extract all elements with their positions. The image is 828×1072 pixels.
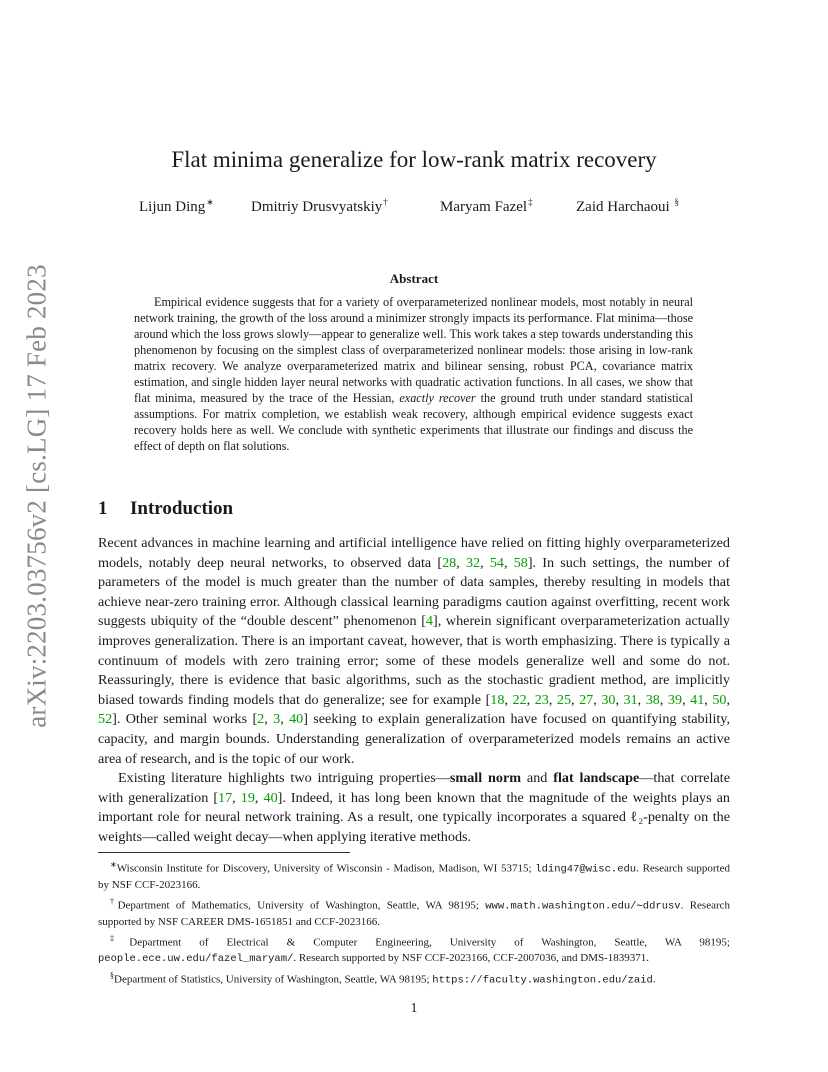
footnote-url[interactable]: people.ece.uw.edu/fazel_maryam/ <box>98 952 294 965</box>
citation-link[interactable]: 40 <box>263 789 278 806</box>
footnote-text: . Research supported by NSF CCF-2023166, CCF-2007036, and DMS-1839371. <box>293 951 650 964</box>
section-heading <box>98 498 233 520</box>
footnote-mark: ‡ <box>110 933 130 943</box>
citation-link[interactable]: 27 <box>579 691 594 708</box>
citation-link[interactable]: 58 <box>513 554 528 571</box>
abstract-text: Empirical evidence suggests that for a variety of overparameterized nonlinear models, most notably in neural network training, the growth of the loss around a minimizer strongly impacts its performance. Flat minima—those around which the loss grows slowly—appear to generalize well. This work takes a step towards understanding this phenomenon by focusing on the simplest class of overparameterized nonlinear models: those arising in low-rank matrix recovery. We analyze overparameterized matrix and bilinear sensing, robust PCA, covariance matrix estimation, and single hidden layer neural networks with quadratic activation functions. In all cases, we show that flat minima, measured by the trace of the Hessian, <box>134 295 693 406</box>
text-run: —that correlate with generalization [ <box>98 770 730 806</box>
arxiv-stamp <box>20 263 54 728</box>
footnote-divider <box>98 852 350 853</box>
footnote-text: . <box>652 973 656 986</box>
citation-link[interactable]: 39 <box>667 691 683 708</box>
author-mark: § <box>674 197 679 207</box>
author-list <box>0 199 828 221</box>
intro-paragraph-1 <box>98 534 730 769</box>
citation-link[interactable]: 40 <box>289 711 304 728</box>
author-name: Dmitriy Drusvyatskiy <box>251 199 383 215</box>
footnote-mark: ∗ <box>110 860 117 869</box>
intro-body <box>98 534 730 848</box>
author-1 <box>139 199 214 216</box>
footnote-text: Department of Statistics, University of Washington, Seattle, WA 98195; <box>114 973 433 986</box>
citation-link[interactable]: 31 <box>623 691 638 708</box>
citation-link[interactable]: 19 <box>240 789 255 806</box>
citation-group: 17, 19, 40 <box>218 789 278 806</box>
citation-link[interactable]: 54 <box>489 554 504 571</box>
citation-link[interactable]: 28 <box>442 554 457 571</box>
author-name: Zaid Harchaoui <box>576 199 670 215</box>
paper-title: Flat minima generalize for low-rank matrix recovery <box>171 147 657 172</box>
citation-link[interactable]: 25 <box>556 691 572 708</box>
citation-link[interactable]: 17 <box>218 789 233 806</box>
abstract-paragraph <box>134 294 693 454</box>
text-run: and <box>521 770 554 787</box>
footnote-3 <box>98 931 730 968</box>
author-2 <box>251 199 388 216</box>
text-run: Existing literature highlights two intriguing properties— <box>118 770 450 787</box>
intro-paragraph-2 <box>98 769 730 847</box>
abstract-heading: Abstract <box>389 271 439 286</box>
bold-term: small norm <box>449 770 522 787</box>
abstract-text-end: the ground truth under standard statistical assumptions. For matrix completion, we establish weak recovery, although empirical evidence suggests exact recovery holds here as well. We conclude with synthetic experiments that illustrate our findings and discuss the effect of depth on flat solutions. <box>134 391 693 454</box>
footnote-url[interactable]: https://faculty.washington.edu/zaid <box>432 974 653 987</box>
author-mark: ∗ <box>206 197 214 207</box>
citation-link[interactable]: 22 <box>512 691 527 708</box>
section-number: 1 <box>98 498 108 519</box>
footnote-4 <box>98 968 730 989</box>
arxiv-id: arXiv:2203.03756v2 [cs.LG] 17 Feb 2023 <box>21 263 52 728</box>
text-run: ], wherein significant overparameterization actually improves generalization. There is an important caveat, however, that is worth emphasizing. There is typically a continuum of models with zero training error; some of these models generalize well and some do not. Reassuringly, there is evidence that basic algorithms, such as the stochastic gradient method, are implicitly biased towards finding models that do generalize; see for example [ <box>98 613 730 708</box>
citation-link[interactable]: 4 <box>425 613 433 630</box>
footnote-2 <box>98 894 730 931</box>
page-number: 1 <box>410 1001 418 1016</box>
footnotes <box>98 857 730 989</box>
citation-link[interactable]: 38 <box>645 691 660 708</box>
text-run: ]. In such settings, the number of parameters of the model is much greater than the number of data samples, thereby resulting in models that achieve near-zero training error. Although classical learning paradigms caution against overfitting, recent work suggests ubiquity of the “double descent” phenomenon [ <box>98 554 730 630</box>
author-3 <box>440 199 533 216</box>
footnote-1 <box>98 857 730 894</box>
citation-link[interactable]: 32 <box>465 554 481 571</box>
footnote-text: Department of Mathematics, University of Washington, Seattle, WA 98195; <box>117 899 486 912</box>
footnote-email[interactable]: lding47@wisc.edu <box>535 863 637 876</box>
author-name: Lijun Ding <box>139 199 206 215</box>
author-mark: † <box>383 197 388 207</box>
citation-group: 28, 32, 54, 58 <box>442 554 528 571</box>
citation-link[interactable]: 52 <box>98 711 113 728</box>
footnote-text: Wisconsin Institute for Discovery, University of Wisconsin - Madison, Madison, WI 53715; <box>116 862 536 875</box>
footnote-url[interactable]: www.math.washington.edu/∼ddrusv <box>485 900 681 913</box>
text-run: ]. Indeed, it has long been known that the magnitude of the weights plays an important role for neural network training. As a result, one typically incorporates a squared ℓ₂-penalty on the weights—called weight decay—when applying iterative methods. <box>98 789 730 845</box>
citation-group <box>426 613 433 629</box>
abstract-emphasis: exactly recover <box>399 391 476 406</box>
citation-group: 2, 3, 40 <box>257 711 304 728</box>
footnote-text: . Research supported by NSF CAREER DMS-1651851 and CCF-2023166. <box>98 899 731 929</box>
footnote-text: . Research supported by NSF CCF-2023166. <box>98 862 730 892</box>
citation-link[interactable]: 23 <box>534 691 549 708</box>
citation-link[interactable]: 3 <box>273 711 281 728</box>
abstract-body <box>134 294 693 454</box>
citation-link[interactable]: 2 <box>257 711 265 728</box>
footnote-mark: § <box>110 970 114 980</box>
footnote-text: Department of Electrical & Computer Engineering, University of Washington, Seattle, WA 98195; <box>129 936 730 949</box>
citation-group: 18, 22, 23, 25, 27, 30, 31, 38, 39, 41, 50, 52 <box>98 691 731 728</box>
bold-term: flat landscape <box>553 770 640 787</box>
author-4 <box>576 199 679 216</box>
text-run: ]. Other seminal works [ <box>112 711 258 728</box>
text-run: ] seeking to explain generalization have focused on quantifying stability, capacity, and margin bounds. Understanding generalization of overparameterized models remains an active area of research, and is the topic of our work. <box>98 711 730 767</box>
section-title: Introduction <box>130 498 234 519</box>
author-mark: ‡ <box>528 197 533 207</box>
citation-link[interactable]: 30 <box>601 691 616 708</box>
citation-link[interactable]: 50 <box>712 691 727 708</box>
footnote-mark: † <box>110 896 118 906</box>
text-run: Recent advances in machine learning and artificial intelligence have relied on fitting highly overparameterized models, notably deep neural networks, to observed data [ <box>98 535 730 571</box>
author-name: Maryam Fazel <box>440 199 528 215</box>
citation-link[interactable]: 18 <box>490 691 505 708</box>
citation-link[interactable]: 41 <box>690 691 705 708</box>
